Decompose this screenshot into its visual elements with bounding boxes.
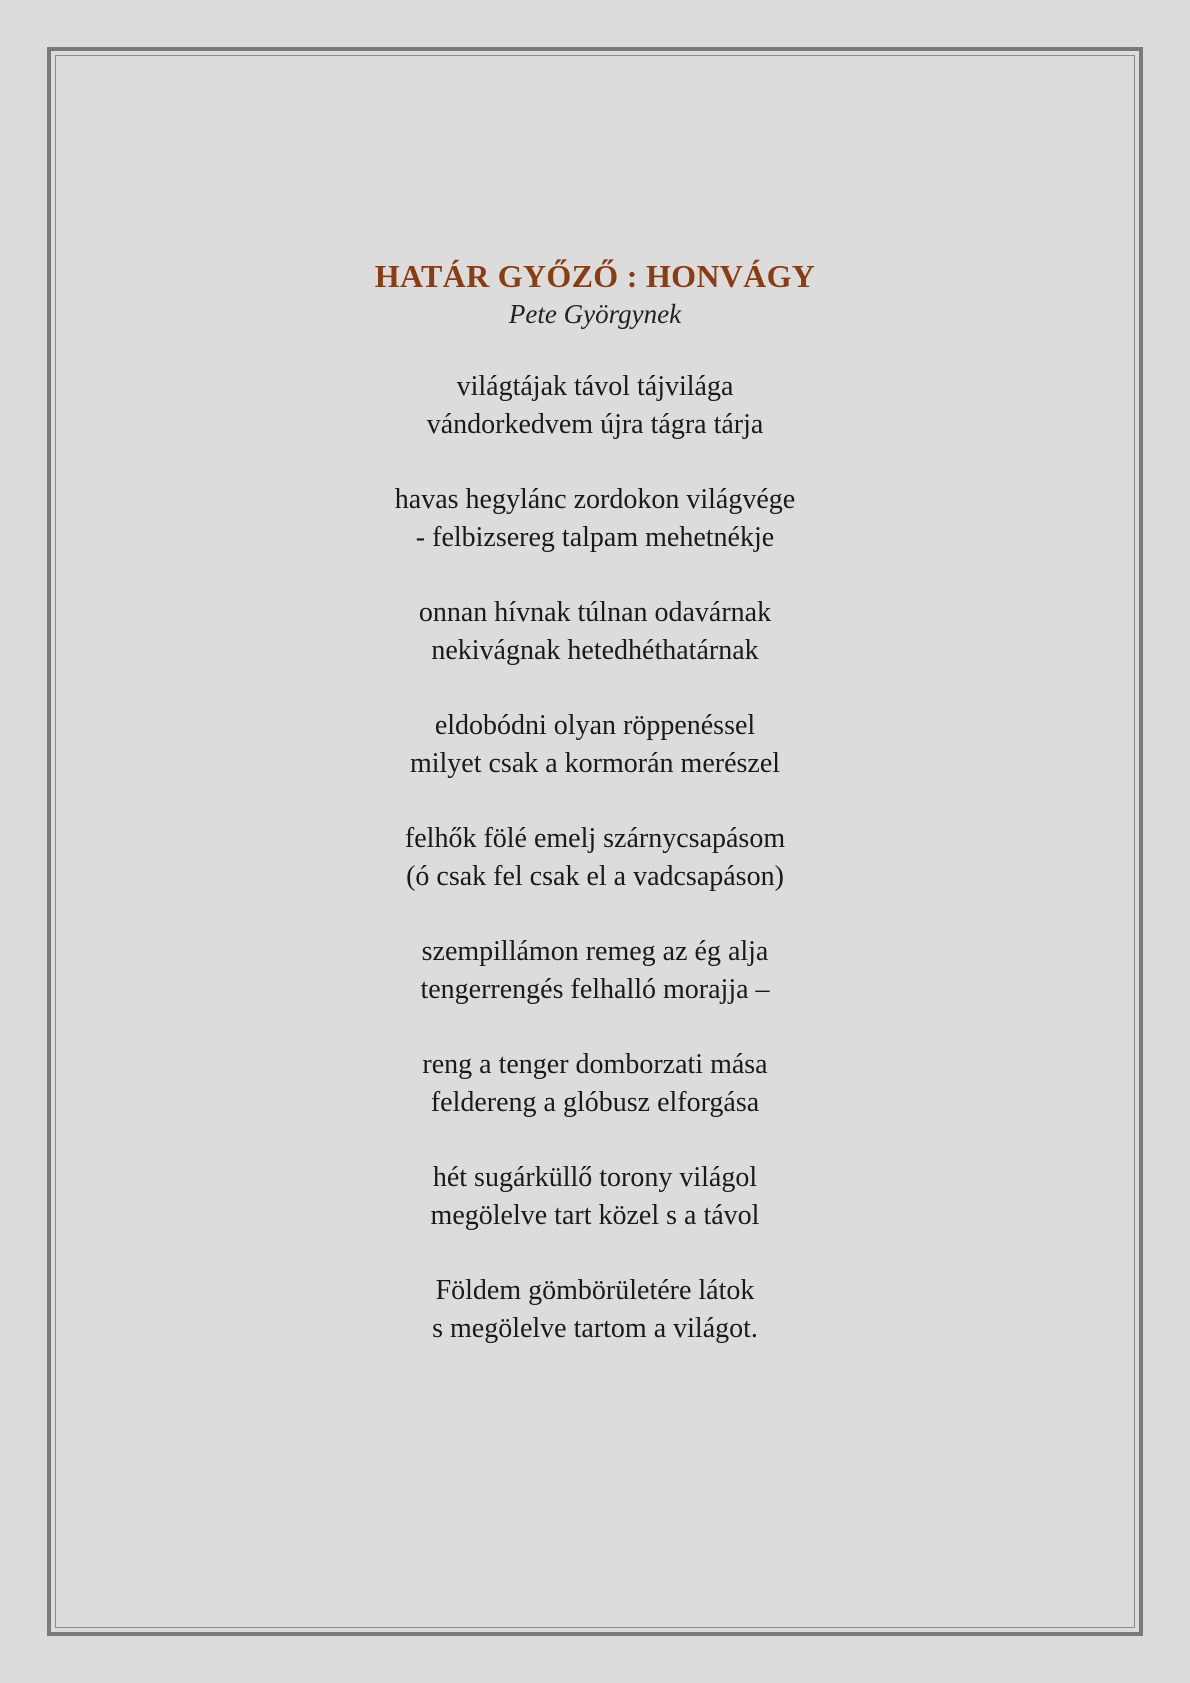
poem-line: felhők fölé emelj szárnycsapásom — [404, 823, 786, 854]
poem-line: vándorkedvem újra tágra tárja — [426, 409, 764, 440]
poem-line: onnan hívnak túlnan odavárnak — [418, 597, 772, 628]
poem-line: - felbizsereg talpam mehetnékje — [415, 522, 775, 553]
poem-line: s megölelve tartom a világot. — [432, 1313, 758, 1344]
poem-line: eldobódni olyan röppenéssel — [434, 710, 756, 741]
stanza — [0, 933, 1190, 1009]
poem-line: világtájak távol tájvilága — [456, 371, 734, 402]
poem-line: reng a tenger domborzati mása — [422, 1049, 768, 1080]
stanza — [0, 368, 1190, 444]
poem-body — [0, 368, 1190, 1348]
stanza — [0, 594, 1190, 670]
stanza — [0, 1046, 1190, 1122]
poem-content — [0, 256, 1190, 1385]
stanza — [0, 707, 1190, 783]
poem-line: nekivágnak hetedhéthatárnak — [431, 635, 759, 666]
poem-line: havas hegylánc zordokon világvége — [394, 484, 796, 515]
poem-line: tengerrengés felhalló morajja – — [420, 974, 770, 1005]
poem-title: HATÁR GYŐZŐ : HONVÁGY — [374, 258, 816, 294]
poem-line: szempillámon remeg az ég alja — [421, 936, 769, 967]
poem-line: megölelve tart közel s a távol — [430, 1200, 760, 1231]
poem-line: feldereng a glóbusz elforgása — [430, 1087, 760, 1118]
stanza — [0, 481, 1190, 557]
poem-dedication: Pete Györgynek — [508, 299, 682, 329]
stanza — [0, 820, 1190, 896]
poem-line: (ó csak fel csak el a vadcsapáson) — [406, 861, 784, 892]
stanza — [0, 1159, 1190, 1235]
stanza — [0, 1272, 1190, 1348]
poem-line: hét sugárküllő torony világol — [432, 1162, 758, 1193]
poem-line: Földem gömbörületére látok — [435, 1275, 755, 1306]
poem-line: milyet csak a kormorán merészel — [409, 748, 781, 779]
